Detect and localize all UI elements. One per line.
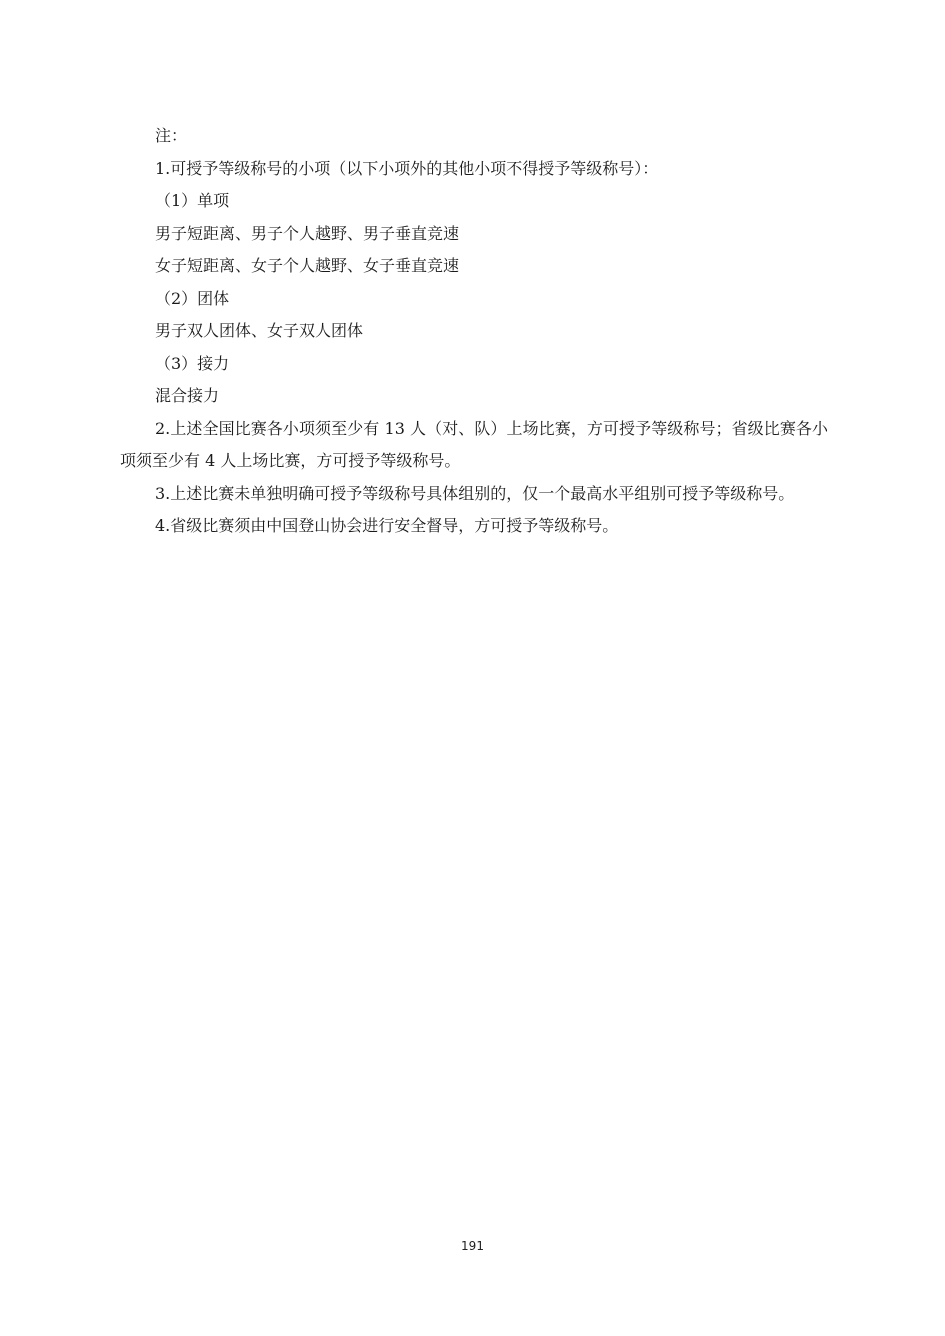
team-events-heading: （2）团体: [155, 288, 230, 308]
single-events-heading: （1）单项: [155, 191, 230, 210]
notes-heading: 注：: [155, 126, 188, 145]
single-events-women: 女子短距离、女子个人越野、女子垂直竞速: [155, 256, 460, 275]
note-item-3: 3.上述比赛未单独明确可授予等级称号具体组别的，仅一个最高水平组别可授予等级称号。: [155, 483, 795, 503]
note-item-2: 2.上述全国比赛各小项须至少有 13 人（对、队）上场比赛，方可授予等级称号；省级比赛各小项须至少有 4 人上场比赛，方可授予等级称号。: [120, 418, 828, 470]
note-item-1: 1.可授予等级称号的小项（以下小项外的其他小项不得授予等级称号）：: [155, 158, 659, 178]
relay-events-list: 混合接力: [155, 386, 220, 405]
relay-events-heading: （3）接力: [155, 353, 230, 373]
single-events-men: 男子短距离、男子个人越野、男子垂直竞速: [155, 223, 460, 243]
page-number: 191: [461, 1239, 484, 1253]
note-item-4: 4.省级比赛须由中国登山协会进行安全督导，方可授予等级称号。: [155, 516, 619, 535]
team-events-list: 男子双人团体、女子双人团体: [155, 321, 364, 340]
notes-section: [120, 120, 828, 543]
